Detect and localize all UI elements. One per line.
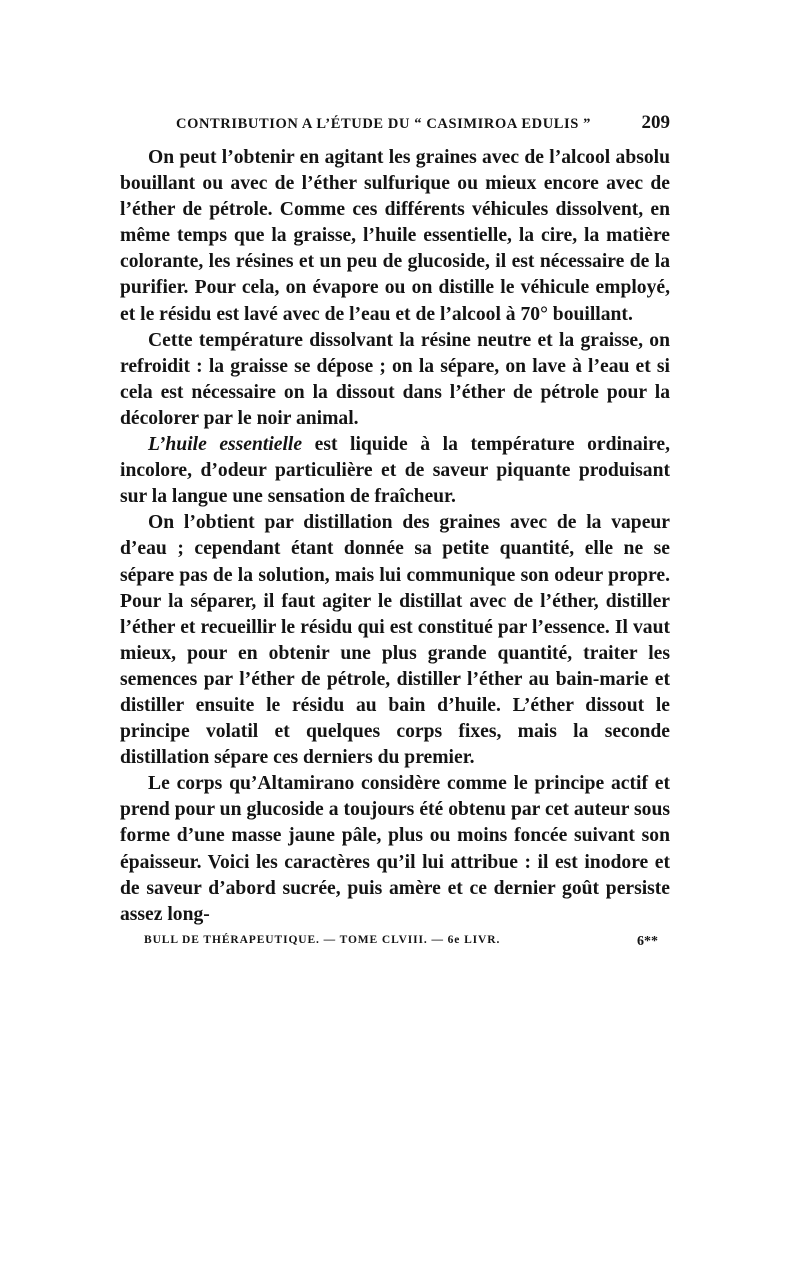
footer [144, 934, 658, 950]
paragraph-2: Cette température dissolvant la résine neutre et la graisse, on refroidit : la graisse se dépose ; on la sépare, on lave à l’eau et si cela est nécessaire on la dissout dans l’éther de pétrole pour la décolorer par le noir animal. [120, 329, 670, 429]
paragraph-3 [120, 432, 670, 510]
running-head [176, 112, 670, 142]
paragraph-1: On peut l’obtenir en agitant les graines avec de l’alcool absolu bouillant ou avec de l’éther sulfurique ou mieux encore avec de l’éther de pétrole. Comme ces différents véhicules dissolvent, en même temps que la graisse, l’huile essentielle, la cire, la matière colorante, les résines et un peu de glucoside, il est nécessaire de la purifier. Pour cela, on évapore ou on distille le véhicule employé, et le résidu est lavé avec de l’eau et de l’alcool à 70° bouillant. [120, 147, 670, 325]
paragraph-5: Le corps qu’Altamirano considère comme le principe actif et prend pour un glucoside a toujours été obtenu par cet auteur sous forme d’une masse jaune pâle, plus ou moins foncée suivant son épaisseur. Voici les caractères qu’il lui attribue : il est inodore et de saveur d’abord sucrée, puis amère et ce dernier goût persiste assez long- [120, 773, 670, 925]
italic-term: L’huile essentielle [148, 434, 303, 456]
document-page [120, 112, 670, 950]
running-title: CONTRIBUTION A L’ÉTUDE DU “ CASIMIROA EDULIS ” [176, 116, 592, 132]
page-number: 209 [641, 112, 670, 133]
paragraph-3-text: est liquide à la température ordinaire, incolore, d’odeur particulière et de saveur piquante produisant sur la langue une sensation de fraîcheur. [120, 434, 670, 508]
journal-footer: BULL DE THÉRAPEUTIQUE. — TOME CLVIII. — 6e LIVR. [144, 933, 501, 946]
paragraph-4: On l’obtient par distillation des graines avec de la vapeur d’eau ; cependant étant donnée sa petite quantité, elle ne se sépare pas de la solution, mais lui communique son odeur propre. Pour la séparer, il faut agiter le distillat avec de l’éther, distiller l’éther et recueillir le résidu qui est constitué par l’essence. Il vaut mieux, pour en obtenir une plus grande quantité, traiter les semences par l’éther de pétrole, distiller l’éther au bain-marie et distiller ensuite le résidu au bain d’huile. L’éther dissout le principe volatil et quelques corps fixes, mais la seconde distillation sépare ces derniers du premier. [120, 512, 670, 769]
signature-mark: 6** [637, 933, 658, 949]
body-text [120, 145, 670, 928]
